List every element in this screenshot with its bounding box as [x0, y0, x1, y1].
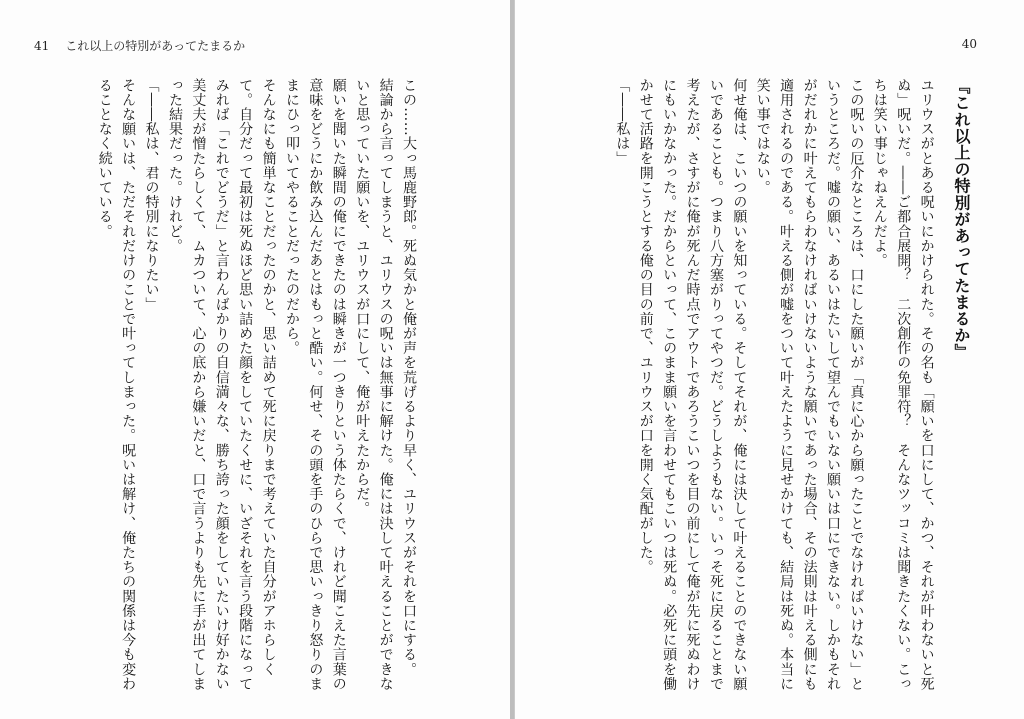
right-body-text: [614, 78, 973, 698]
left-running-head: [34, 37, 245, 54]
left-page: [0, 0, 511, 719]
right-page-number: 40: [961, 37, 977, 51]
right-page: [514, 0, 1024, 719]
left-paragraph: この……大っ馬鹿野郎。死ぬ気かと俺が声を荒げるより早く、ユリウスがそれを口にする。: [401, 78, 417, 677]
right-paragraph: この呪いの厄介なところは、口にした願いが「真に心から願ったことでなければいけない」というところだ。嘘の願い、あるいはたいして望んでもいない願いは口にできない。しかもそれがだれかに叶えてもらわなければいけないような願いであった場合、その法則は叶える側にも適用されるのである。叶える側が嘘をついて叶えたように見せかけても、結局は死ぬ。本当に笑い事ではない。: [754, 78, 865, 692]
right-running-head: [962, 37, 977, 51]
right-paragraph: ユリウスがとある呪いにかけられた。その名も「願いを口にして、かつ、それが叶わないと死ぬ」呪いだ。――ご都合展開？ 二次創作の免罪符？ そんなツッコミは聞きたくない。こっちは笑い事じゃねえんだよ。: [871, 78, 935, 692]
left-paragraph: 願いを聞いた瞬間の俺にできたのは瞬きが一つきりという体たらくで、けれど聞こえた言葉の意味をどうにか飲み込んだあとはもっと酷い。何せ、その頭を手のひらで思いっきり怒りのままにひっ叩いてやることだったのだから。: [283, 78, 347, 692]
chapter-title: 『これ以上の特別があってたまるか』: [952, 78, 971, 361]
left-running-title: これ以上の特別があってたまるか: [65, 39, 246, 53]
left-paragraph: 結論から言ってしまうと、ユリウスの呪いは無事に解けた。俺には決して叶えることができないと思っていた願いを、ユリウスが口にして、俺が叶えたからだ。: [354, 78, 394, 692]
left-body-text: [70, 78, 420, 698]
left-page-number: 41: [34, 39, 50, 53]
left-paragraph: そんな願いは、ただそれだけのことで叶ってしまった。呪いは解け、俺たちの関係は今も変わることなく続いている。: [96, 78, 137, 692]
left-paragraph: 「――私は、君の特別になりたい」: [143, 78, 160, 312]
right-paragraph: 何せ俺は、こいつの願いを知っている。そしてそれが、俺には決して叶えることのできない願いであることも。つまり八方塞がりってやつだ。どうしようもない。いっそ死に戻ることまで考えたが、さすがに俺が死んだ時点でアウトであろうこいつを目の前にして俺が先に死ぬわけにもいかなかった。だからといって、このまま願いを言わせてもこいつは死ぬ。必死に頭を働かせて活路を開こうとする俺の目の前で、ユリウスが口を開く気配がした。: [637, 78, 748, 692]
right-paragraph: 「――私は」: [614, 78, 631, 166]
left-paragraph: そんなにも簡単なことだったのかと、思い詰めて死に戻りまで考えていた自分がアホらしくて。自分だって最初は死ぬほど思い詰めた顔をしていたくせに、いざそれを言う段階になってみれば「これでどうだ」と言わんばかりの自信満々な、勝ち誇った顔をしていたいけ好かない美丈夫が憎たらしくて、ムカついて、心の底から嫌いだと、口で言うよりも先に手が出てしまった結果だった。けれど。: [166, 78, 277, 692]
